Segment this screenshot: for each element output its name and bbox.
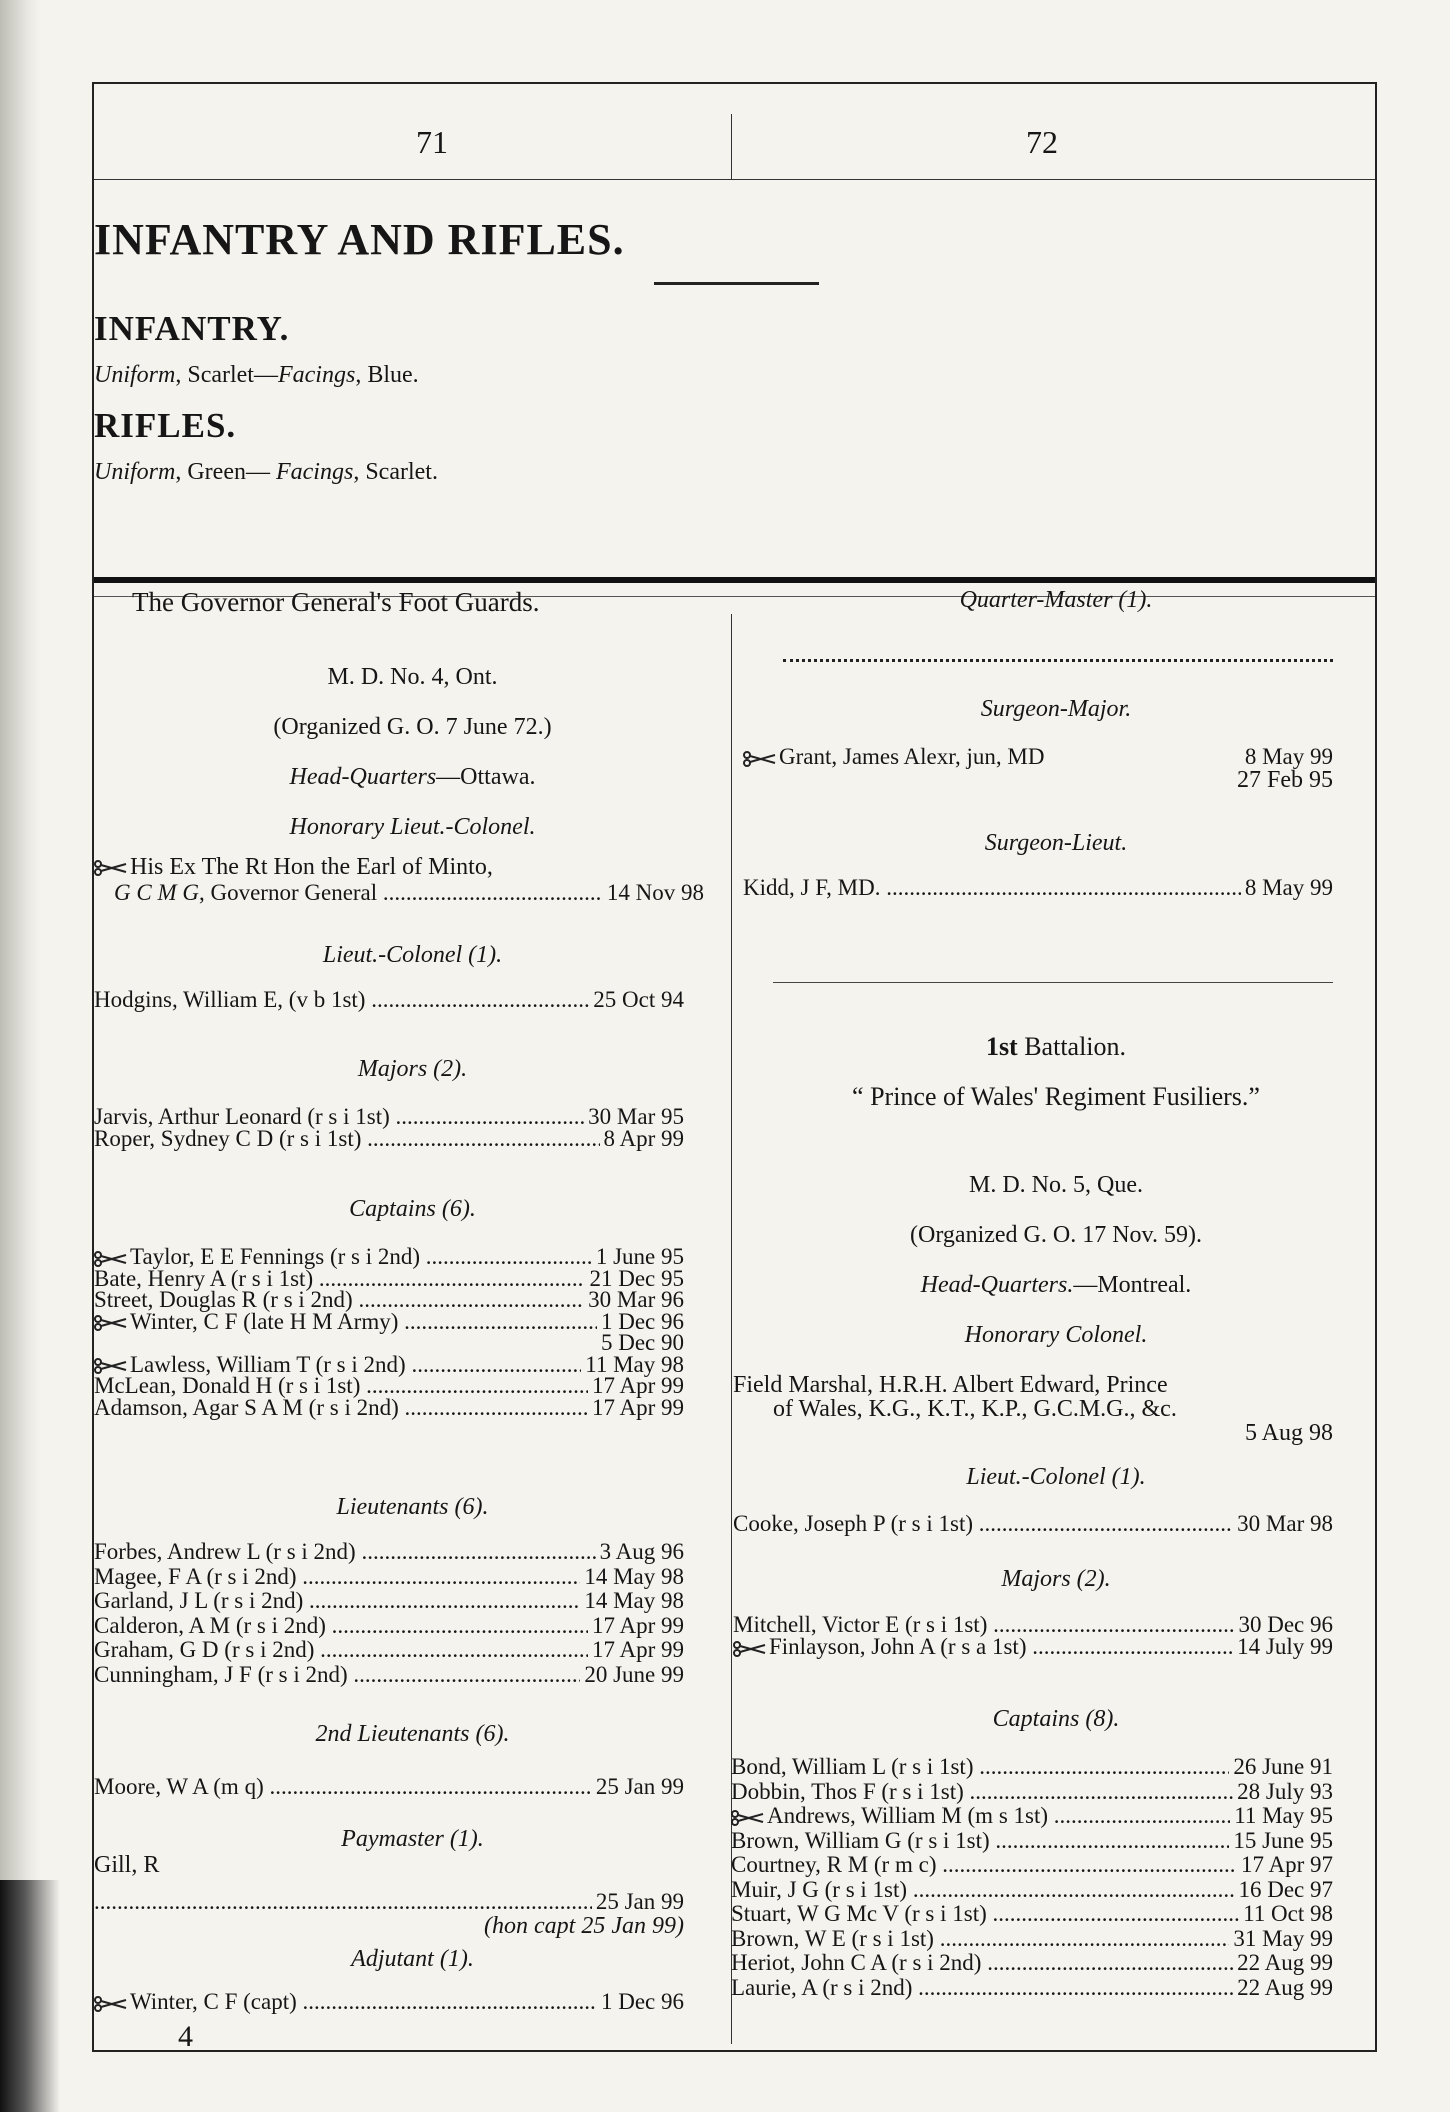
commission-date: 14 July 99 bbox=[1237, 1634, 1333, 1659]
commission-date: 5 Dec 90 bbox=[600, 1330, 684, 1355]
left-organized: (Organized G. O. 7 June 72.) bbox=[273, 714, 552, 740]
right-surgmaj-date2: 27 Feb 95 bbox=[1237, 767, 1333, 793]
officer-name: Calderon, A M (r s i 2nd) ..... bbox=[94, 1613, 588, 1639]
commission-date: 14 May 98 bbox=[584, 1563, 684, 1589]
officer-entry bbox=[731, 1926, 1333, 1952]
officer-name: Hodgins, William E, (v b 1st) ..... bbox=[94, 987, 589, 1013]
officer-entry bbox=[731, 1754, 1333, 1780]
officer-name: Stuart, W G Mc V (r s i 1st) ..... bbox=[731, 1901, 1239, 1927]
officer-name: Garland, J L (r s i 2nd) ..... bbox=[94, 1588, 580, 1614]
left-hon-col-label: Honorary Lieut.-Colonel. bbox=[289, 814, 536, 840]
officer-name: Forbes, Andrew L (r s i 2nd) ..... bbox=[94, 1539, 596, 1565]
officer-name: Bate, Henry A (r s i 1st) ..... bbox=[94, 1266, 585, 1292]
officer-entry bbox=[94, 987, 684, 1013]
right-surgmaj-label: Surgeon-Major. bbox=[980, 696, 1132, 722]
left-captains-label: Captains (6). bbox=[349, 1196, 476, 1222]
commission-date: 31 May 99 bbox=[1233, 1925, 1333, 1951]
commission-date: 21 Dec 95 bbox=[589, 1265, 684, 1291]
rifles-heading: RIFLES. bbox=[94, 406, 237, 445]
left-2ndlt-label: 2nd Lieutenants (6). bbox=[315, 1721, 510, 1747]
page-frame bbox=[92, 82, 1377, 2052]
left-paymaster-date: ..... 25 Jan 99 bbox=[94, 1889, 684, 1915]
page-number-divider bbox=[731, 114, 732, 179]
right-surglt-label: Surgeon-Lieut. bbox=[984, 830, 1128, 856]
commission-date: 1 June 95 bbox=[595, 1244, 684, 1269]
right-hon-col-line2: of Wales, K.G., K.T., K.P., G.C.M.G., &c. bbox=[773, 1396, 1177, 1422]
scissors-icon bbox=[731, 1810, 765, 1826]
commission-date: 17 Apr 99 bbox=[592, 1612, 684, 1638]
officer-entry bbox=[731, 1852, 1333, 1878]
commission-date: 11 Oct 98 bbox=[1243, 1901, 1333, 1926]
right-md: M. D. No. 5, Que. bbox=[969, 1172, 1143, 1198]
commission-date: 8 Apr 99 bbox=[603, 1126, 684, 1151]
left-majors-label: Majors (2). bbox=[357, 1056, 468, 1082]
officer-entry bbox=[94, 1564, 684, 1590]
officer-name: Jarvis, Arthur Leonard (r s i 1st) ..... bbox=[94, 1104, 584, 1130]
folio-number: 4 bbox=[178, 2020, 193, 2053]
unit-name-foot-guards: The Governor General's Foot Guards. bbox=[132, 587, 540, 617]
scissors-icon bbox=[94, 1251, 128, 1267]
commission-date: 20 June 99 bbox=[584, 1661, 684, 1687]
officer-name: Moore, W A (m q) ..... bbox=[94, 1774, 592, 1800]
officer-name: Courtney, R M (r m c) ..... bbox=[731, 1852, 1237, 1878]
right-organized: (Organized G. O. 17 Nov. 59). bbox=[910, 1222, 1202, 1248]
officer-name: Adamson, Agar S A M (r s i 2nd) ..... bbox=[94, 1395, 588, 1421]
officer-name: Roper, Sydney C D (r s i 1st) ..... bbox=[94, 1126, 600, 1152]
header-thick-rule bbox=[94, 577, 1375, 583]
left-paymaster-label: Paymaster (1). bbox=[341, 1826, 484, 1852]
commission-date: 26 June 91 bbox=[1233, 1754, 1333, 1779]
officer-entry bbox=[733, 1634, 1333, 1660]
right-majors-label: Majors (2). bbox=[1001, 1566, 1111, 1592]
commission-date: 30 Mar 96 bbox=[588, 1287, 684, 1312]
scissors-icon bbox=[733, 1641, 767, 1657]
commission-date: 30 Mar 95 bbox=[588, 1104, 684, 1129]
officer-entry bbox=[94, 1395, 684, 1421]
right-surgmaj-row: Grant, James Alexr, jun, MD 8 May 99 bbox=[743, 744, 1333, 770]
scissors-icon bbox=[743, 751, 777, 767]
commission-date: 1 Dec 96 bbox=[600, 1989, 684, 2014]
officer-entry bbox=[731, 1975, 1333, 2001]
right-regiment: “ Prince of Wales' Regiment Fusiliers.” bbox=[852, 1082, 1260, 1111]
officer-entry bbox=[733, 1511, 1333, 1537]
infantry-heading: INFANTRY. bbox=[94, 309, 290, 348]
right-hon-col-line1: Field Marshal, H.R.H. Albert Edward, Prince bbox=[733, 1372, 1168, 1398]
officer-name: Kidd, J F, MD. ..... bbox=[743, 875, 1241, 901]
officer-entry bbox=[731, 1950, 1333, 1976]
officer-entry bbox=[94, 1539, 684, 1565]
right-ltcol-label: Lieut.-Colonel (1). bbox=[966, 1464, 1146, 1490]
binding-shadow bbox=[0, 1880, 60, 2112]
commission-date: 3 Aug 96 bbox=[599, 1539, 684, 1564]
page-number-bar bbox=[94, 84, 1375, 180]
scissors-icon bbox=[94, 860, 128, 876]
commission-date: 1 Dec 96 bbox=[600, 1308, 684, 1334]
right-qm-dotted-line bbox=[783, 659, 1333, 662]
officer-entry bbox=[94, 1662, 684, 1688]
commission-date: 15 June 95 bbox=[1233, 1827, 1333, 1853]
commission-date: 22 Aug 99 bbox=[1237, 1974, 1333, 2000]
officer-entry bbox=[731, 1779, 1333, 1805]
commission-date: 28 July 93 bbox=[1237, 1778, 1333, 1804]
commission-date: 17 Apr 97 bbox=[1241, 1852, 1333, 1877]
page-number-right: 72 bbox=[1026, 124, 1058, 160]
officer-name: Dobbin, Thos F (r s i 1st) ..... bbox=[731, 1779, 1233, 1805]
officer-entry bbox=[94, 1126, 684, 1152]
commission-date: 11 May 98 bbox=[585, 1351, 684, 1377]
officer-name: Andrews, William M (m s 1st) ..... bbox=[731, 1803, 1230, 1829]
officer-name: Bond, William L (r s i 1st) ..... bbox=[731, 1754, 1229, 1780]
left-md: M. D. No. 4, Ont. bbox=[327, 664, 498, 690]
commission-date: 30 Mar 98 bbox=[1237, 1511, 1333, 1536]
commission-date: 8 May 99 bbox=[1244, 875, 1333, 900]
officer-entry bbox=[94, 1613, 684, 1639]
right-qm-label: Quarter-Master (1). bbox=[959, 587, 1153, 613]
scissors-icon bbox=[94, 1996, 128, 2012]
officer-name: Mitchell, Victor E (r s i 1st) ..... bbox=[733, 1612, 1234, 1638]
officer-name: Finlayson, John A (r s a 1st) ..... bbox=[733, 1634, 1233, 1660]
officer-entry bbox=[94, 1637, 684, 1663]
scissors-icon bbox=[94, 1358, 128, 1374]
book-spine-shading bbox=[0, 0, 40, 2112]
commission-date: 16 Dec 97 bbox=[1238, 1876, 1333, 1902]
right-hon-col-date: 5 Aug 98 bbox=[1244, 1420, 1333, 1446]
officer-entry bbox=[94, 1774, 684, 1800]
commission-date: 22 Aug 99 bbox=[1237, 1950, 1333, 1975]
officer-name: McLean, Donald H (r s i 1st) ..... bbox=[94, 1373, 588, 1399]
officer-entry bbox=[731, 1877, 1333, 1903]
commission-date: 30 Dec 96 bbox=[1238, 1612, 1333, 1637]
right-section-rule bbox=[773, 982, 1333, 983]
left-lieutenants-label: Lieutenants (6). bbox=[336, 1494, 489, 1520]
commission-date: 25 Oct 94 bbox=[593, 987, 684, 1012]
commission-date: 17 Apr 99 bbox=[592, 1373, 684, 1398]
officer-name: Street, Douglas R (r s i 2nd) ..... bbox=[94, 1287, 584, 1313]
right-battalion: 1st Battalion. bbox=[985, 1032, 1127, 1061]
commission-date: 17 Apr 99 bbox=[592, 1394, 684, 1420]
officer-name: Winter, C F (capt) ..... bbox=[94, 1989, 597, 2015]
officer-name: Muir, J G (r s i 1st) ..... bbox=[731, 1877, 1234, 1903]
left-headquarters: Head-Quarters—Ottawa. bbox=[289, 764, 536, 790]
left-hon-col-line1: His Ex The Rt Hon the Earl of Minto, bbox=[94, 854, 493, 880]
right-captains-label: Captains (8). bbox=[992, 1706, 1120, 1732]
officer-entry bbox=[731, 1803, 1333, 1829]
officer-entry bbox=[94, 1588, 684, 1614]
officer-entry bbox=[743, 875, 1333, 901]
officer-name: Winter, C F (late H M Army) ..... bbox=[94, 1309, 597, 1335]
page-title: INFANTRY AND RIFLES. bbox=[94, 215, 625, 264]
left-adjutant-label: Adjutant (1). bbox=[351, 1946, 474, 1972]
officer-name: Cooke, Joseph P (r s i 1st) ..... bbox=[733, 1511, 1233, 1537]
scissors-icon bbox=[94, 1315, 128, 1331]
left-paymaster-note: (hon capt 25 Jan 99) bbox=[484, 1913, 684, 1939]
commission-date: 11 May 95 bbox=[1234, 1803, 1333, 1828]
commission-date: 25 Jan 99 bbox=[595, 1774, 684, 1799]
officer-name: Brown, William G (r s i 1st) ..... bbox=[731, 1828, 1229, 1854]
officer-entry bbox=[731, 1828, 1333, 1854]
left-hon-col-line2: G C M G, Governor General ..... 14 Nov 98 bbox=[114, 880, 704, 906]
right-hon-col-label: Honorary Colonel. bbox=[964, 1322, 1148, 1348]
officer-name: Graham, G D (r s i 2nd) ..... bbox=[94, 1637, 588, 1663]
right-headquarters: Head-Quarters.—Montreal. bbox=[920, 1272, 1192, 1298]
officer-name: Heriot, John C A (r s i 2nd) ..... bbox=[731, 1950, 1233, 1976]
commission-date: 14 May 98 bbox=[584, 1588, 684, 1613]
officer-name: Taylor, E E Fennings (r s i 2nd) ..... bbox=[94, 1244, 592, 1270]
left-ltcol-label: Lieut.-Colonel (1). bbox=[322, 942, 503, 968]
commission-date: 17 Apr 99 bbox=[592, 1637, 684, 1662]
officer-name: Cunningham, J F (r s i 2nd) ..... bbox=[94, 1662, 580, 1688]
officer-name: Lawless, William T (r s i 2nd) ..... bbox=[94, 1352, 581, 1378]
officer-name: Laurie, A (r s i 2nd) ..... bbox=[731, 1975, 1233, 2001]
page-number-left: 71 bbox=[416, 124, 448, 160]
officer-name: Brown, W E (r s i 1st) ..... bbox=[731, 1926, 1229, 1952]
rifles-uniform: Uniform, Green— Facings, Scarlet. bbox=[94, 459, 438, 485]
infantry-uniform: Uniform, Scarlet—Facings, Blue. bbox=[94, 362, 419, 388]
officer-entry bbox=[94, 1989, 684, 2015]
officer-name: Magee, F A (r s i 2nd) ..... bbox=[94, 1564, 580, 1590]
title-rule bbox=[654, 282, 819, 285]
left-paymaster-name: Gill, R bbox=[94, 1852, 160, 1878]
officer-entry bbox=[731, 1901, 1333, 1927]
